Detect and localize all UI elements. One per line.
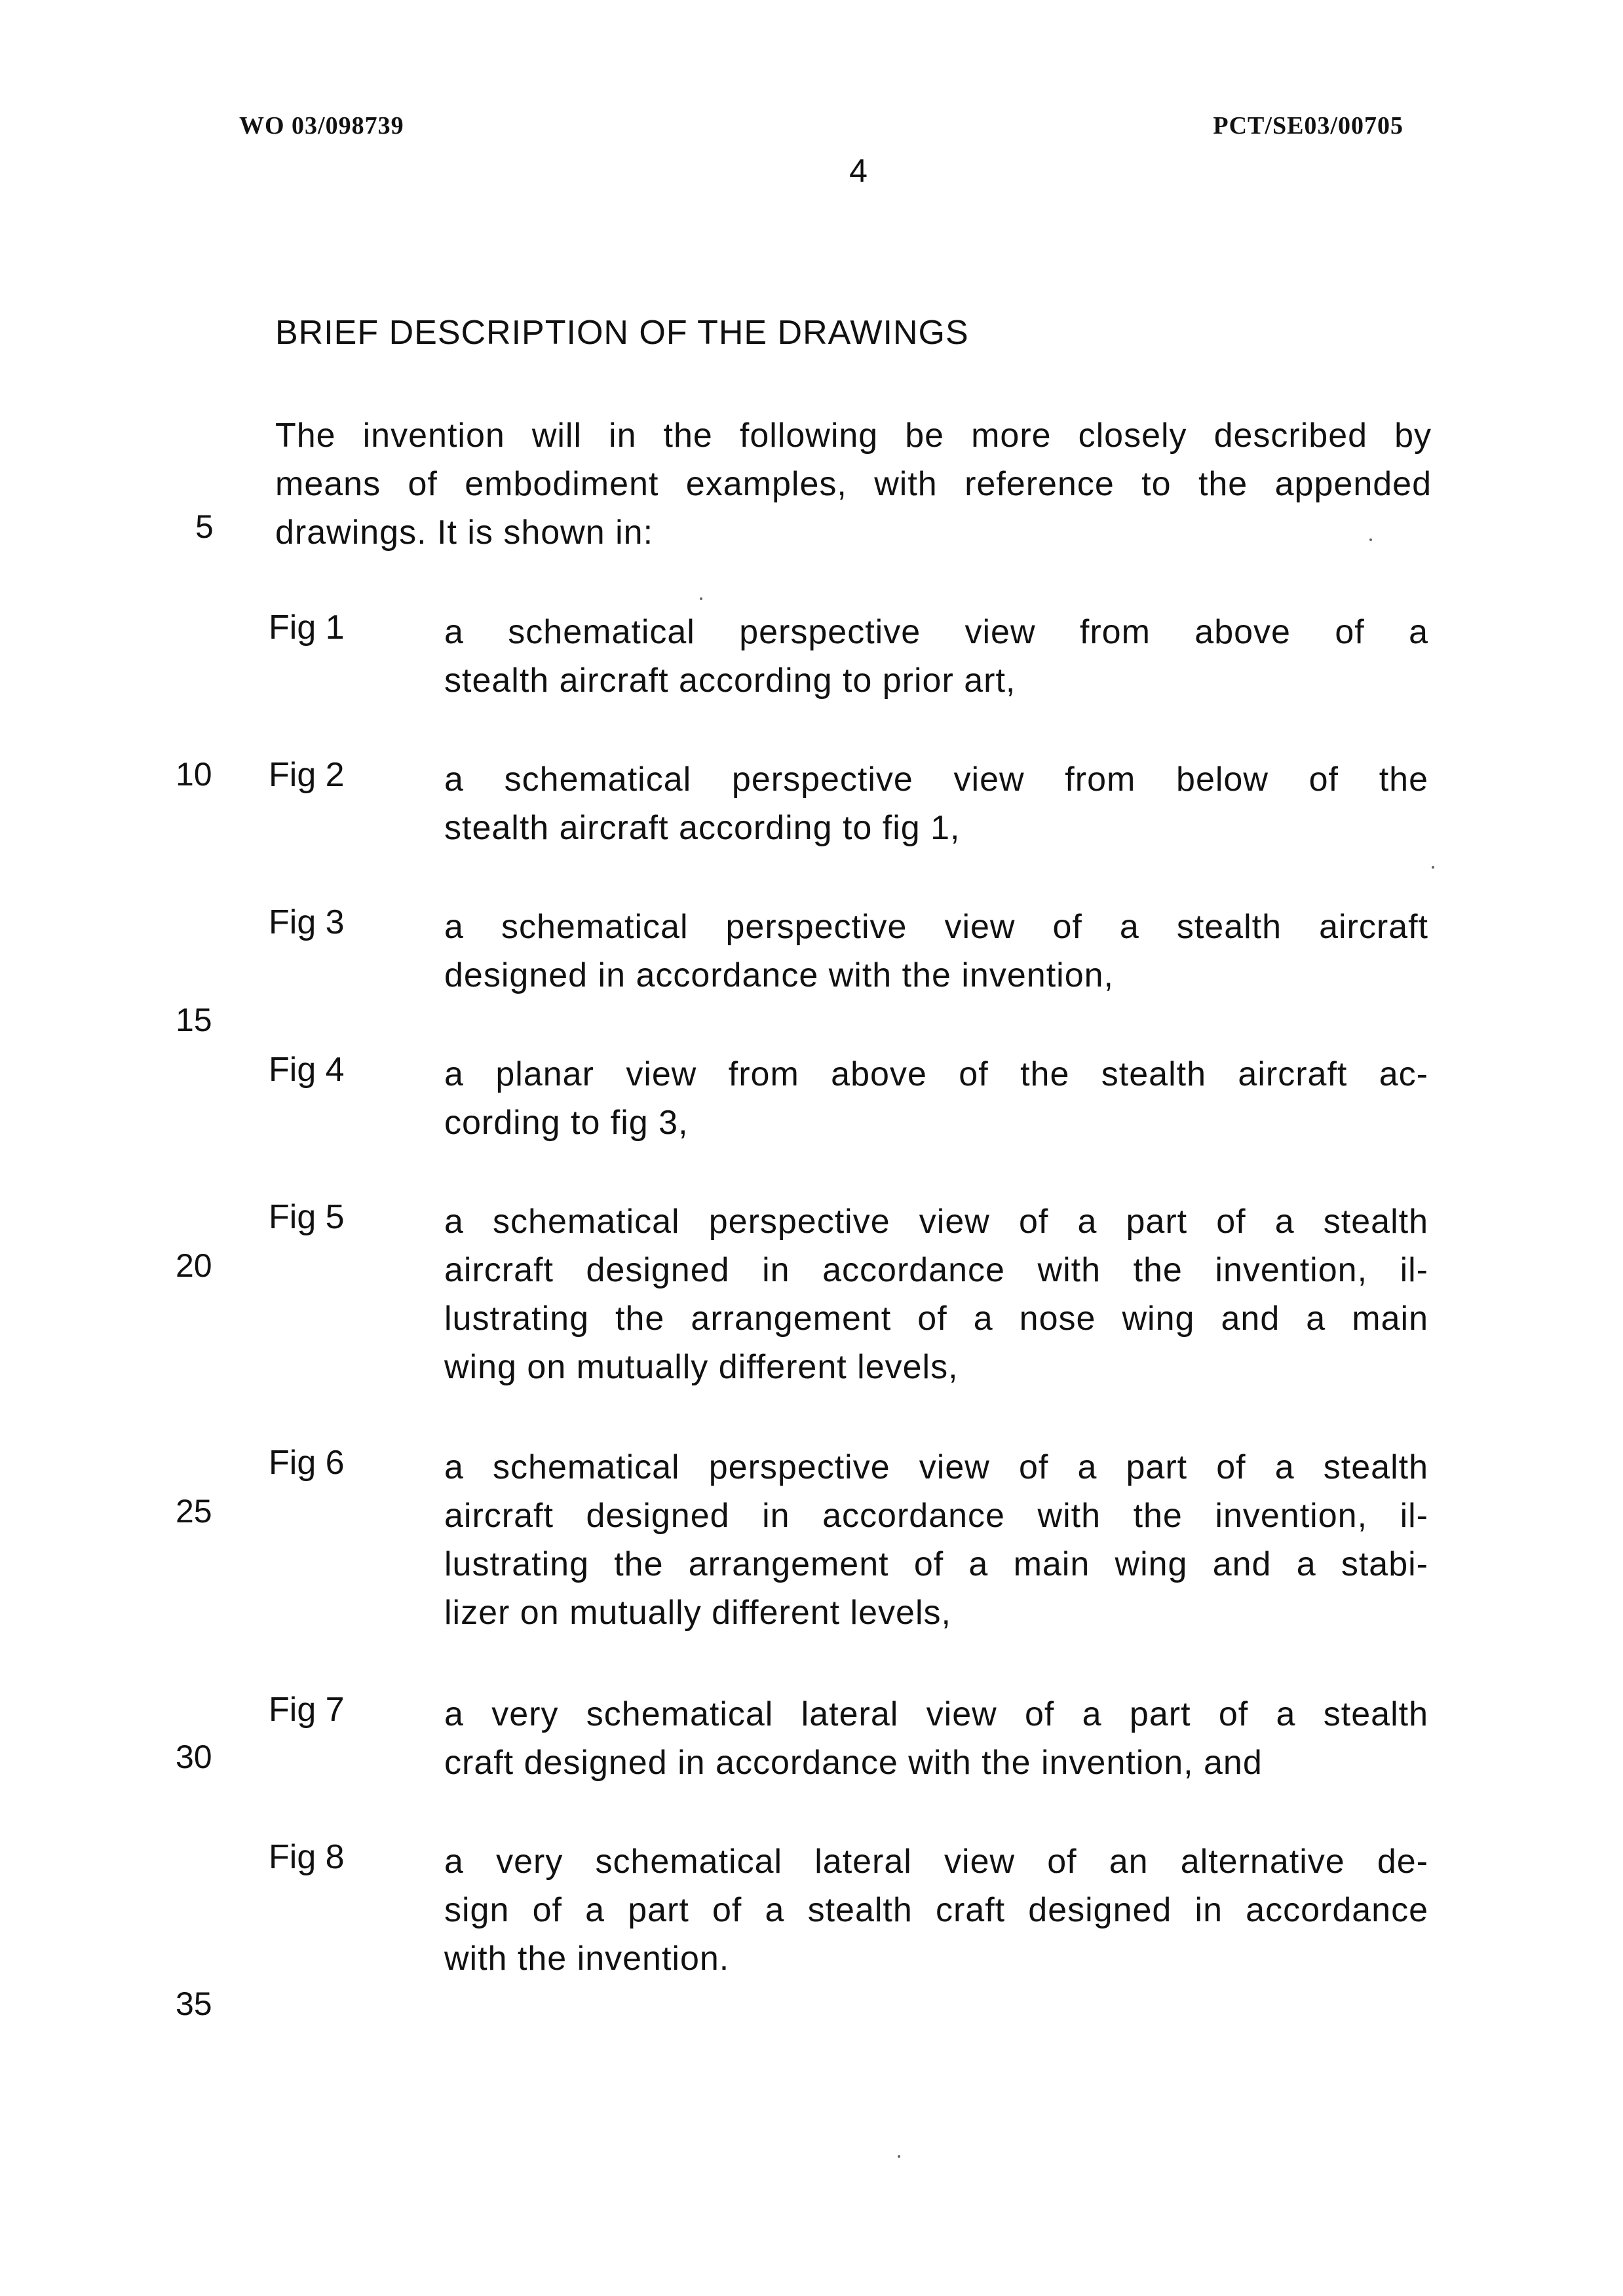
figure-description-line: aircraft designed in accordance with the invention, il-: [444, 1251, 1428, 1289]
figure-description-line: craft designed in accordance with the invention, and: [444, 1744, 1263, 1782]
intro-line: drawings. It is shown in:: [275, 514, 654, 552]
figure-label-8: Fig 8: [269, 1838, 345, 1876]
intro-line: The invention will in the following be more closely described by: [275, 417, 1432, 455]
figure-description-line: aircraft designed in accordance with the invention, il-: [444, 1497, 1428, 1535]
margin-line-number: 30: [176, 1739, 212, 1775]
figure-description-line: a schematical perspective view from above of a: [444, 613, 1428, 651]
intro-paragraph: [275, 411, 1432, 557]
publication-number: WO 03/098739: [239, 112, 404, 140]
figure-description-line: a very schematical lateral view of an alternative de-: [444, 1843, 1428, 1881]
figure-label-5: Fig 5: [269, 1198, 345, 1236]
figure-description-line: a planar view from above of the stealth aircraft ac-: [444, 1055, 1428, 1093]
figure-label-6: Fig 6: [269, 1444, 345, 1482]
figure-description-line: lustrating the arrangement of a nose wing and a main: [444, 1300, 1428, 1338]
margin-line-number: 10: [176, 756, 212, 793]
figure-description-5: [444, 1197, 1428, 1391]
margin-line-number: 20: [176, 1247, 212, 1284]
margin-line-number: 35: [176, 1985, 212, 2022]
figure-description-4: [444, 1050, 1428, 1147]
margin-line-number: 25: [176, 1493, 212, 1530]
scan-speck: [898, 2155, 900, 2158]
figure-description-7: [444, 1690, 1428, 1787]
figure-label-1: Fig 1: [269, 609, 345, 647]
figure-description-6: [444, 1443, 1428, 1637]
figure-description-line: a schematical perspective view of a part of a stealth: [444, 1203, 1428, 1241]
scan-speck: [1369, 538, 1372, 541]
figure-description-line: with the invention.: [444, 1940, 730, 1978]
scan-speck: [700, 597, 702, 600]
margin-line-number: 15: [176, 1002, 212, 1038]
figure-label-4: Fig 4: [269, 1051, 345, 1089]
figure-label-7: Fig 7: [269, 1691, 345, 1729]
scan-speck: [1432, 866, 1434, 869]
application-number: PCT/SE03/00705: [1213, 112, 1403, 140]
figure-description-line: stealth aircraft according to fig 1,: [444, 809, 961, 847]
margin-line-number: 5: [195, 508, 214, 545]
intro-line: means of embodiment examples, with reference to the appended: [275, 465, 1432, 503]
figure-description-line: stealth aircraft according to prior art,: [444, 662, 1016, 700]
figure-label-3: Fig 3: [269, 903, 345, 941]
figure-description-line: a schematical perspective view of a part of a stealth: [444, 1448, 1428, 1486]
figure-description-3: [444, 903, 1428, 1000]
figure-description-line: a very schematical lateral view of a part of a stealth: [444, 1695, 1428, 1733]
figure-description-1: [444, 608, 1428, 705]
figure-description-line: wing on mutually different levels,: [444, 1348, 959, 1386]
figure-description-2: [444, 755, 1428, 852]
figure-description-line: lizer on mutually different levels,: [444, 1594, 951, 1632]
figure-description-line: lustrating the arrangement of a main wing and a stabi-: [444, 1545, 1428, 1583]
figure-description-line: designed in accordance with the invention,: [444, 956, 1114, 994]
figure-description-line: sign of a part of a stealth craft designed in accordance: [444, 1891, 1428, 1929]
figure-description-line: cording to fig 3,: [444, 1104, 689, 1142]
figure-description-8: [444, 1837, 1428, 1983]
section-heading: BRIEF DESCRIPTION OF THE DRAWINGS: [275, 314, 969, 352]
page-number: 4: [849, 153, 868, 189]
figure-label-2: Fig 2: [269, 756, 345, 794]
figure-description-line: a schematical perspective view of a stealth aircraft: [444, 908, 1428, 946]
figure-description-line: a schematical perspective view from below of the: [444, 761, 1428, 799]
